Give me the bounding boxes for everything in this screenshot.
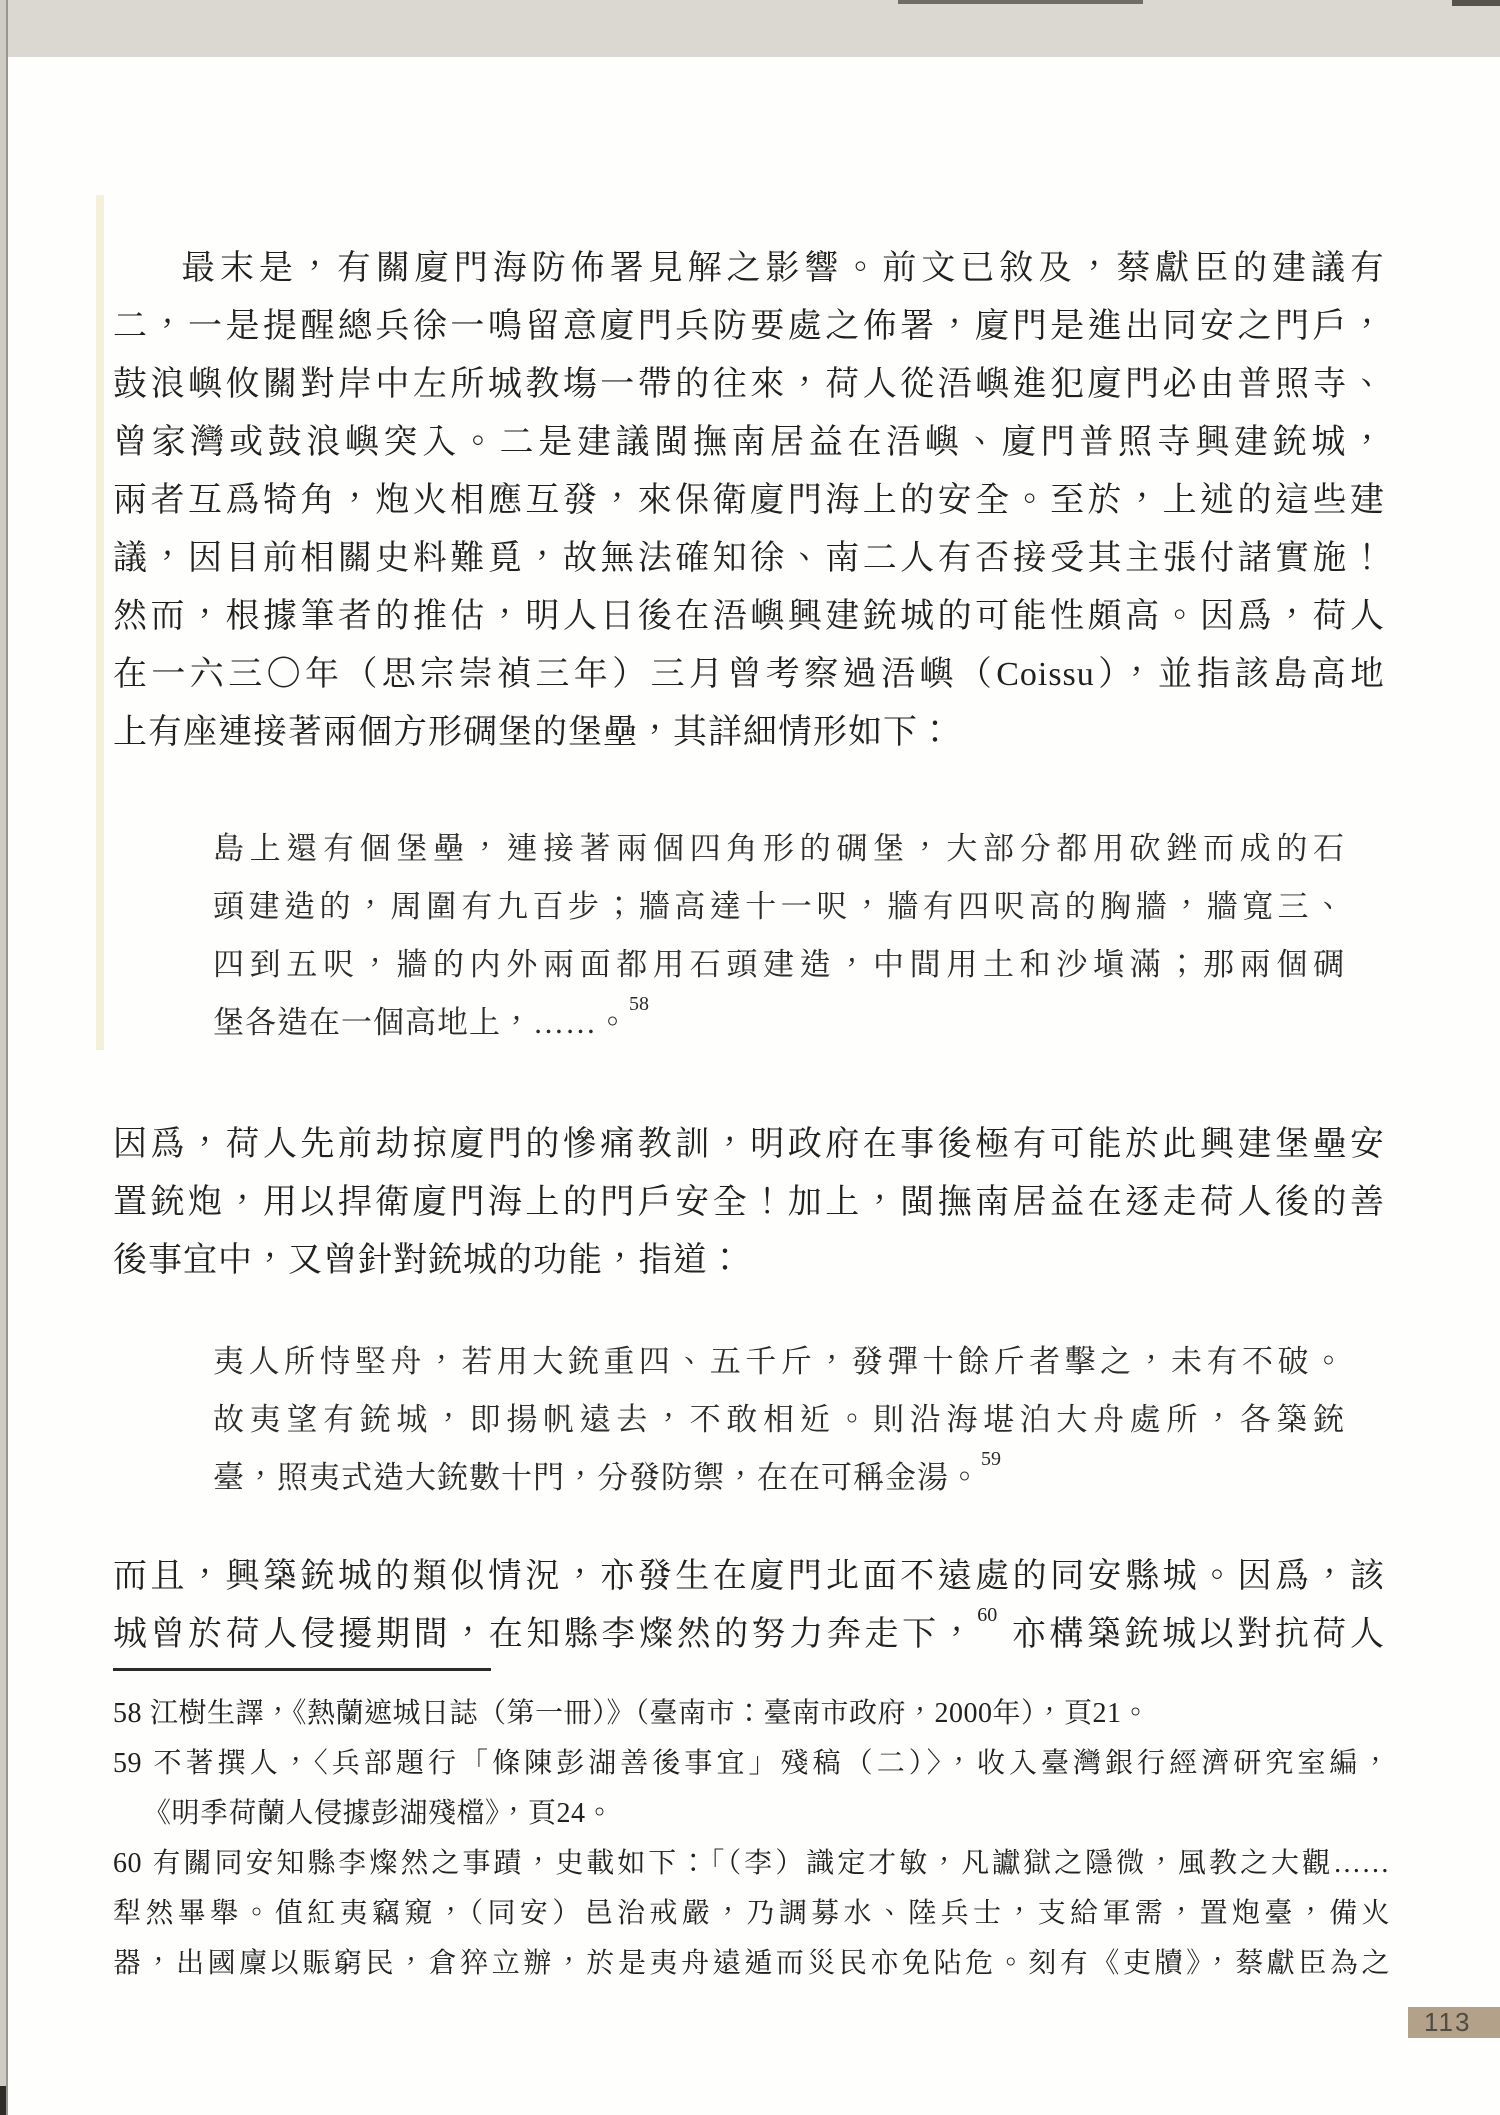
scan-edge-mark xyxy=(898,0,1143,4)
quote-line: 故夷望有銃城，即揚帆遠去，不敢相近。則沿海堪泊大舟處所，各築銃 xyxy=(213,1402,1345,1437)
body-line: 議，因目前相關史料難覓，故無法確知徐、南二人有否接受其主張付諸實施！ xyxy=(113,540,1385,577)
footnote-number: 60 xyxy=(113,1848,142,1879)
quote-line xyxy=(213,994,1345,1052)
paragraph-3 xyxy=(113,1548,1385,1664)
body-line: 最末是，有關廈門海防佈署見解之影響。前文已敘及，蔡獻臣的建議有 xyxy=(181,250,1385,287)
body-line: 兩者互爲犄角，炮火相應互發，來保衛廈門海上的安全。至於，上述的這些建 xyxy=(113,482,1385,519)
body-line xyxy=(113,1603,1386,1664)
footnote-number: 58 xyxy=(113,1698,142,1729)
quote-text: 臺，照夷式造大銃數十門，分發防禦，在在可稱金湯。 xyxy=(213,1460,981,1495)
body-text: 城曾於荷人侵擾期間，在知縣李燦然的努力奔走下， xyxy=(113,1616,978,1653)
footnote-ref-59: 59 xyxy=(981,1447,1001,1470)
paragraph-2 xyxy=(113,1116,1385,1290)
footnote-60-continued xyxy=(113,1889,1390,1939)
scan-top-band xyxy=(0,0,1500,57)
body-line: 在一六三〇年（思宗崇禎三年）三月曾考察過浯嶼（Coissu），並指該島高地 xyxy=(113,656,1385,693)
body-line: 鼓浪嶼攸關對岸中左所城教塲一帶的往來，荷人從浯嶼進犯廈門必由普照寺、 xyxy=(113,366,1385,403)
scan-edge-mark xyxy=(0,2086,6,2115)
body-line: 二，一是提醒總兵徐一鳴留意廈門兵防要處之佈署，廈門是進出同安之門戶， xyxy=(113,308,1385,345)
footnotes xyxy=(113,1689,1390,1989)
footnote-60 xyxy=(113,1839,1390,1889)
quote-text: 堡各造在一個高地上，……。 xyxy=(213,1005,629,1040)
footnote-60-continued xyxy=(113,1939,1390,1989)
footnote-text: 犁然畢舉。值紅夷竊窺，（同安）邑治戒嚴，乃調募水、陸兵士，支給軍需，置炮臺，備火 xyxy=(113,1898,1390,1929)
footnote-58 xyxy=(113,1689,1390,1739)
footnote-ref-60: 60 xyxy=(977,1603,998,1626)
scan-edge-mark xyxy=(1452,0,1500,6)
body-text: 亦構築銃城以對抗荷人 xyxy=(1009,1616,1386,1653)
footnote-ref-58: 58 xyxy=(629,992,649,1015)
quote-line xyxy=(213,1449,1345,1507)
footnote-number: 59 xyxy=(113,1748,142,1779)
quote-line: 島上還有個堡壘，連接著兩個四角形的碉堡，大部分都用砍銼而成的石 xyxy=(213,831,1345,866)
page-number: 113 xyxy=(1424,2007,1472,2037)
footnote-59-continued xyxy=(113,1789,1390,1839)
body-line: 置銃炮，用以捍衛廈門海上的門戶安全！加上，閩撫南居益在逐走荷人後的善 xyxy=(113,1184,1385,1221)
footnote-59 xyxy=(113,1739,1390,1789)
body-line: 曾家灣或鼓浪嶼突入。二是建議閩撫南居益在浯嶼、廈門普照寺興建銃城， xyxy=(113,424,1385,461)
footnote-text: 江樹生譯，《熱蘭遮城日誌（第一冊）》（臺南市：臺南市政府，2000年），頁21。 xyxy=(150,1698,1151,1729)
body-line: 上有座連接著兩個方形碉堡的堡壘，其詳細情形如下： xyxy=(113,714,953,751)
block-quote-1 xyxy=(213,820,1345,1052)
body-line: 因爲，荷人先前劫掠廈門的慘痛教訓，明政府在事後極有可能於此興建堡壘安 xyxy=(113,1126,1385,1163)
quote-line: 四到五呎，牆的内外兩面都用石頭建造，中間用土和沙塡滿；那兩個碉 xyxy=(213,947,1345,982)
scan-left-edge xyxy=(0,0,8,2115)
quote-line: 夷人所恃堅舟，若用大銃重四、五千斤，發彈十餘斤者擊之，未有不破。 xyxy=(213,1344,1345,1379)
footnote-separator xyxy=(113,1668,491,1671)
footnote-text: 器，出國廩以賑窮民，倉猝立辦，於是夷舟遠遁而災民亦免阽危。刻有《吏牘》，蔡獻臣為之 xyxy=(113,1948,1390,1979)
footnote-text: 不著撰人，〈兵部題行「條陳彭湖善後事宜」殘稿（二）〉，收入臺灣銀行經濟研究室編， xyxy=(150,1748,1390,1779)
scan-stain xyxy=(96,195,104,1050)
body-line: 然而，根據筆者的推估，明人日後在浯嶼興建銃城的可能性頗高。因爲，荷人 xyxy=(113,598,1385,635)
body-line: 而且，興築銃城的類似情況，亦發生在廈門北面不遠處的同安縣城。因爲，該 xyxy=(113,1558,1385,1595)
footnote-text: 《明季荷蘭人侵據彭湖殘檔》，頁24。 xyxy=(143,1798,615,1829)
body-line: 後事宜中，又曾針對銃城的功能，指道： xyxy=(113,1242,743,1279)
footnote-text: 有關同安知縣李燦然之事蹟，史載如下：「（李）識定才敏，凡讞獄之隱微，風教之大觀…… xyxy=(150,1848,1390,1879)
quote-line: 頭建造的，周圍有九百步；牆高達十一呎，牆有四呎高的胸牆，牆寬三、 xyxy=(213,889,1345,924)
page-number-badge xyxy=(1408,2007,1500,2038)
block-quote-2 xyxy=(213,1333,1345,1507)
paragraph-1 xyxy=(113,240,1385,762)
